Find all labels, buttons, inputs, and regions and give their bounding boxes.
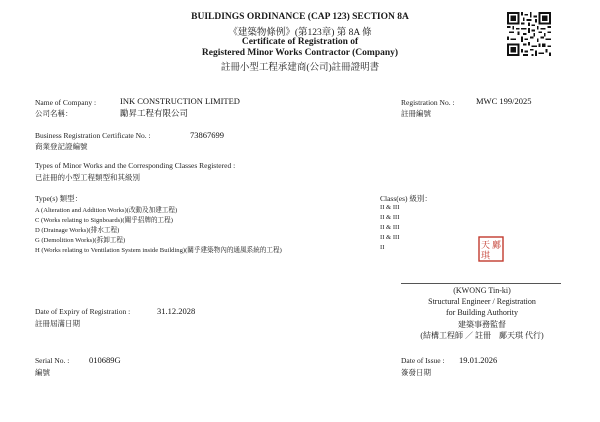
serial-no-label: Serial No. :: [35, 356, 70, 365]
certificate-title-zh: 註冊小型工程承建商(公司)註冊證明書: [220, 63, 380, 73]
qr-code-icon: [507, 12, 551, 56]
company-name-label-zh: 公司名稱：: [35, 109, 73, 118]
types-section-title: Types of Minor Works and the Corresponding Classes Registered :: [35, 161, 236, 170]
certificate-title-line2: Registered Minor Works Contractor (Company): [201, 48, 399, 58]
type-row: C (Works relating to Signboards)(關乎招牌的工程): [35, 217, 173, 224]
class-row: II & III: [380, 224, 400, 231]
type-row: A (Alteration and Addition Works)(改動及加建工程): [35, 207, 178, 214]
signature-line: [401, 283, 561, 284]
authority-name: (KWONG Tin-ki): [453, 286, 511, 295]
authority-title: Structural Engineer / Registration: [428, 297, 536, 306]
issue-date-label-zh: 簽發日期: [401, 368, 431, 377]
type-row: H (Works relating to Ventilation System inside Building)(關乎建築物內的通風系統的工程): [35, 247, 282, 254]
issue-date-value: 19.01.2026: [459, 355, 498, 365]
authority-title: for Building Authority: [446, 308, 518, 317]
company-name-label: Name of Company :: [35, 98, 97, 107]
serial-no-value: 010689G: [89, 355, 121, 365]
class-column-header: Class(es) 級別：: [380, 194, 432, 203]
issue-date-label: Date of Issue :: [401, 356, 445, 365]
company-name-value: INK CONSTRUCTION LIMITED: [120, 96, 240, 106]
header-ordinance-zh: 《建築物條例》(第123章) 第 8A 條: [228, 28, 372, 38]
type-row: D (Drainage Works)(排水工程): [35, 227, 120, 234]
svg-text:鄺: 鄺: [491, 241, 502, 251]
brc-label: Business Registration Certificate No. :: [35, 131, 151, 140]
brc-label-zh: 商業登記證編號: [35, 142, 88, 151]
class-row: II: [380, 244, 385, 251]
type-column-header: Type(s) 類型：: [35, 194, 83, 203]
class-row: II & III: [380, 214, 400, 221]
class-row: II & III: [380, 204, 400, 211]
svg-text:天: 天: [480, 241, 491, 251]
brc-value: 73867699: [190, 130, 224, 140]
authority-title-zh: (結構工程師 ／ 註冊 鄺天琪 代行): [420, 331, 544, 340]
expiry-date-label-zh: 註冊屆滿日期: [35, 319, 80, 328]
type-row: G (Demolition Works)(拆卸工程): [35, 237, 126, 244]
registration-no-label: Registration No. :: [401, 98, 455, 107]
expiry-date-value: 31.12.2028: [157, 306, 196, 316]
types-section-title-zh: 已註冊的小型工程類型和其級別: [35, 173, 140, 182]
official-seal-icon: [478, 236, 504, 262]
class-row: II & III: [380, 234, 400, 241]
svg-text:琪: 琪: [480, 251, 491, 262]
expiry-date-label: Date of Expiry of Registration :: [35, 307, 131, 316]
authority-title-zh: 建築事務監督: [458, 320, 506, 329]
certificate-title-line1: Certificate of Registration of: [241, 37, 359, 47]
header-ordinance-en: BUILDINGS ORDINANCE (CAP 123) SECTION 8A: [191, 12, 409, 22]
serial-no-label-zh: 編號: [35, 368, 50, 377]
registration-no-label-zh: 註冊編號: [401, 109, 431, 118]
registration-no-value: MWC 199/2025: [476, 96, 532, 106]
company-name-value-zh: 勵昇工程有限公司: [120, 108, 189, 118]
